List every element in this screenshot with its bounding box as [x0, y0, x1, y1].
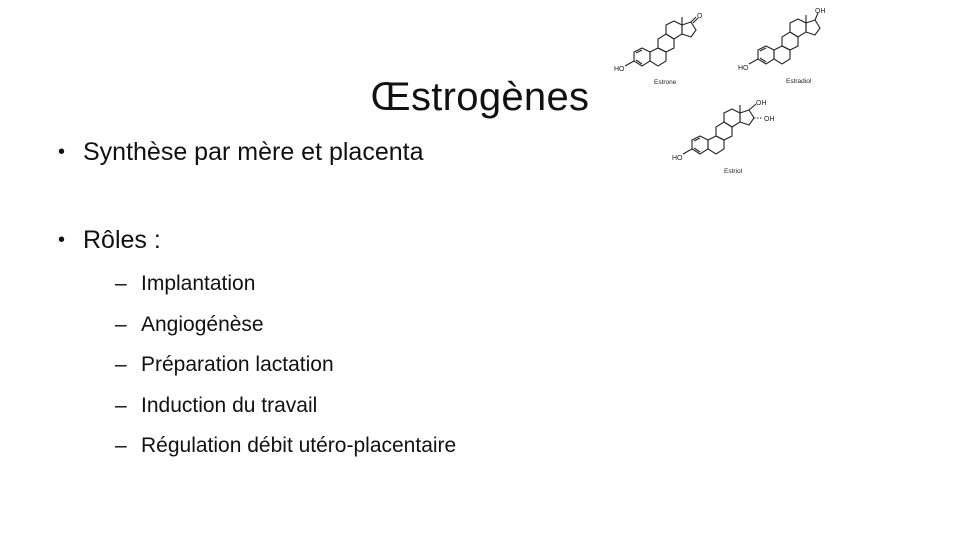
role-label: Angiogénèse	[141, 312, 264, 336]
bullet-label: Synthèse par mère et placenta	[83, 138, 424, 166]
estradiol-structure	[738, 6, 844, 88]
role-label: Implantation	[141, 272, 256, 295]
estriol-top-group: OH	[756, 100, 767, 107]
bullet-list	[58, 132, 456, 467]
role-label: Préparation lactation	[141, 353, 334, 376]
estrone-hydroxyl: HO	[614, 66, 625, 73]
estradiol-hydroxyl: HO	[738, 65, 749, 72]
estradiol-name: Estradiol	[786, 78, 812, 85]
bullet-dot-icon: •	[58, 229, 66, 251]
bullet-dot-icon: •	[58, 141, 66, 163]
bullet-label: Rôles :	[83, 226, 161, 254]
role-item	[83, 305, 456, 346]
estriol-name: Estriol	[724, 168, 743, 175]
estriol-side-group: OH	[764, 116, 775, 123]
dash-icon: –	[115, 434, 127, 457]
estrone-name: Estrone	[654, 79, 677, 86]
estradiol-top-group: OH	[815, 8, 826, 15]
slide-title: Œstrogènes	[370, 74, 590, 119]
role-label: Régulation débit utéro-placentaire	[141, 434, 457, 457]
roles-sublist	[83, 264, 456, 467]
estriol-hydroxyl: HO	[672, 155, 683, 162]
role-label: Induction du travail	[141, 393, 318, 417]
bullet-roles	[58, 220, 456, 467]
role-item	[83, 264, 456, 305]
role-item	[83, 426, 456, 467]
dash-icon: –	[115, 272, 127, 295]
dash-icon: –	[115, 353, 127, 376]
dash-icon: –	[115, 312, 127, 336]
dash-icon: –	[115, 393, 127, 417]
estrone-ketone: O	[697, 13, 703, 20]
role-item	[83, 345, 456, 386]
role-item	[83, 386, 456, 427]
estrone-structure	[614, 10, 720, 92]
estriol-structure	[672, 96, 792, 180]
bullet-synthesis	[58, 132, 456, 172]
